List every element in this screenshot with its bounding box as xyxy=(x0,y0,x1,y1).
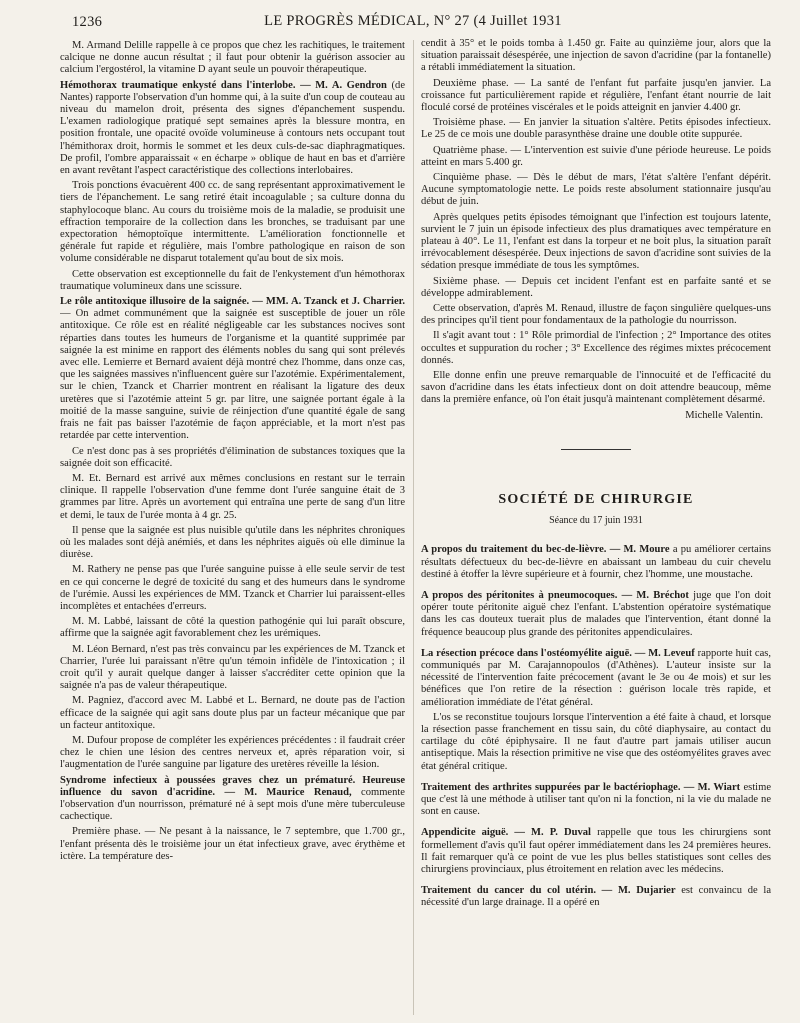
article-text: — On admet communément que la saignée est susceptible de jouer un rôle antitoxique. Ce rôle est en réalité négligeable car les substances nocives sont réparties dans toutes les humeurs de l'organisme et la quantité supprimée par saignée la est minime en rapport des éléments nobles du sang qui sont prélevés avec elle. Lemierre et Bernard avaient déjà montré chez l'homme, dans onze cas, que les saignées massives n'influencent guère sur l'azotémie. Expérimentalement, sur le chien, Tzanck et Charrier montrent en réalisant la ligature des deux uretères que si l'azotémie atteint 5 gr. par litre, une saignée portant égale à la moitié de la masse sanguine, suivie de réinjection d'une quantité égale de sang frais ne fait pas baisser l'azotémie de façon appréciable, et la mort n'est pas retardée par cette intervention. xyxy=(60,308,405,442)
article-heading: Syndrome infectieux à poussées graves chez un prématuré. Heureuse influence du savon d'acridine. — M. Maurice Renaud, xyxy=(60,774,405,798)
article-heading: A propos des péritonites à pneumocoques. — M. Bréchot xyxy=(421,589,689,601)
paragraph: M. Rathery ne pense pas que l'urée sanguine puisse à elle seule servir de test en ce qui concerne le degré de toxicité du sang et des humeurs dans le syndrome de l'urémie. Aussi les expériences de MM. Tzanck et Charrier lui paraissent-elles incomplètes et entachées d'erreurs. xyxy=(60,564,405,612)
right-column xyxy=(421,38,771,1018)
article-heading: Appendicite aiguë. — M. P. Duval xyxy=(421,827,591,839)
article-heading: Le rôle antitoxique illusoire de la saignée. — MM. A. Tzanck et J. Charrier. xyxy=(60,296,405,308)
paragraph: M. Et. Bernard est arrivé aux mêmes conclusions en restant sur le terrain clinique. Il rappelle l'observation d'une femme dont l'urée sanguine était de 3 grammes par litre. Après un avortement qui entraîna une perte de sang d'un litre et demi, le taux de l'urée monta à 4 gr. 25. xyxy=(60,472,405,521)
article-bec-de-lievre xyxy=(421,544,771,581)
paragraph: Il pense que la saignée est plus nuisible qu'utile dans les néphrites chroniques où les malades sont déjà anémiés, et dans les néphrites aiguës où elle diminue la diurèse. xyxy=(60,524,405,561)
paragraph: M. Dufour propose de compléter les expériences précédentes : il faudrait créer chez le chien une lésion des centres nerveux et, après réparation voir, si l'augmentation de l'urée sanguine par ligature des uretères réveille la lésion. xyxy=(60,734,405,771)
article-heading: A propos du traitement du bec-de-lièvre. — M. Moure xyxy=(421,544,670,556)
running-header xyxy=(58,8,768,30)
paragraph: Première phase. — Ne pesant à la naissance, le 7 septembre, que 1.700 gr., l'enfant présenta dès le troisième jour un état infectieux grave, avec érythème et ictère. La température des- xyxy=(60,826,405,862)
paragraph: Ce n'est donc pas à ses propriétés d'élimination de substances toxiques que la saignée doit son efficacité. xyxy=(60,445,405,469)
paragraph: Sixième phase. — Depuis cet incident l'enfant est en parfaite santé et se développe admirablement. xyxy=(421,275,771,299)
paragraph: cendit à 35° et le poids tomba à 1.450 gr. Faite au quinzième jour, alors que la situation paraissait désespérée, une injection de savon d'acridine (par la fontanelle) a rétabli immédiatement la situation. xyxy=(421,38,771,74)
paragraph: Elle donne enfin une preuve remarquable de l'innocuité et de l'efficacité du savon d'acridine dans les états infectieux dont on doit attendre beaucoup, même dans la première enfance, où l'on était jusqu'à maintenant complètement désarmé. xyxy=(421,370,771,406)
article-text: (de Nantes) rapporte l'observation d'un homme qui, à la suite d'un coup de couteau au niveau du mamelon droit, présenta des signes d'épanchement suspendu. L'examen radiologique pratiqué sept semaines après la blessure montra, en position frontale, une opacité ovoïde volumineuse à contours nets occupant tout l'hémithorax droit, hormis le sommet et les deux culs-de-sac diaphragmatiques. De profil, l'ombre apparaissait « en écharpe » oblique de haut en bas et d'arrière en avant revêtant l'aspect caractéristique des collections interlobaires. xyxy=(60,79,405,177)
article-cancer-col xyxy=(421,885,771,909)
paragraph: Troisième phase. — En janvier la situation s'altère. Petits épisodes infectieux. Le 25 de ce mois une double parasynthèse draine une double otite suppurée. xyxy=(421,117,771,141)
paragraph: Après quelques petits épisodes témoignant que l'infection est toujours latente, survient le 7 juin un épisode infectieux des plus dramatiques avec température en plateau à 40°. Le 11, l'enfant est dans la torpeur et ne boit plus, la situation paraît irrévocablement désespérée. Deux injections de savon d'acridine sont suivies de la sédation presque immédiate de tous les symptômes. xyxy=(421,211,771,272)
author-signature: Michelle Valentin. xyxy=(685,409,763,421)
paragraph: Cinquième phase. — Dès le début de mars, l'état s'altère l'enfant dépérit. Aucune symptomatologie nette. Le poids reste absolument stationnaire jusqu'au début de juin. xyxy=(421,172,771,208)
article-saignee xyxy=(60,296,405,442)
article-heading: La résection précoce dans l'ostéomyélite aiguë. — M. Leveuf xyxy=(421,647,695,659)
article-text: juge que l'on doit opérer toute péritonite aiguë chez l'enfant. L'abstention opératoire systématique dans les cas douteux tuerait plus de malades que l'intervention, étant donné la fréquence beaucoup plus grande des péritonites appendiculaires. xyxy=(421,589,771,638)
article-appendicite xyxy=(421,827,771,876)
article-heading: Traitement du cancer du col utérin. — M. Dujarier xyxy=(421,885,676,897)
article-text: rapporte huit cas, communiqués par M. Carajannopoulos (d'Athènes). L'auteur insiste sur la nécessité de l'intervention faite précocement (avant le 3e ou 4e mois) et sur les bénéfices que l'on retire de la résection : guérison locale très rapide, et amélioration immédiate de l'état général. xyxy=(421,647,771,708)
article-osteomyelite xyxy=(421,648,771,709)
paragraph: M. Léon Bernard, n'est pas très convaincu par les expériences de M. Tzanck et Charrier, l'urée lui paraissant n'être qu'un témoin infidèle de l'intoxication ; il croit qu'il y aurait quelque danger à laisser s'accréditer cette opinion que la saignée n'a pas de valeur thérapeutique. xyxy=(60,643,405,692)
article-syndrome xyxy=(60,775,405,824)
article-peritonites xyxy=(421,590,771,639)
paragraph: Trois ponctions évacuèrent 400 cc. de sang représentant approximativement le tiers de l'épanchement. Le sang retiré était incoagulable ; sa culture donna du staphylocoque blanc. Au cours du troisième mois de la maladie, se produisit une effraction temporaire de la collection dans les bronches, se traduisant par une expectoration hémoptoïque intermittente. L'amélioration fonctionnelle et générale fut rapide et régulière, mais l'ombre pathologique en raison de son volume considérable ne disparut totalement qu'au bout de six mois. xyxy=(60,180,405,265)
article-hemothorax xyxy=(60,80,405,178)
article-text: a pu améliorer certains résultats défectueux du bec-de-lièvre en abaissant un lambeau du cuir chevelu destiné à étoffer la lèvre supérieure et à fournir, chez l'homme, une moustache. xyxy=(421,544,771,580)
article-text: rappelle que tous les chirurgiens sont formellement d'avis qu'il faut opérer immédiatement dans les 24 premières heures. Il fait remarquer qu'à ce point de vue les plus belles statistiques sont celles des chirurgiens provinciaux, plus étroitement en relation avec les médecins. xyxy=(421,827,771,875)
column-divider xyxy=(413,40,414,1015)
article-arthrites xyxy=(421,782,771,819)
paragraph: Quatrième phase. — L'intervention est suivie d'une période heureuse. Le poids atteint en mars 5.400 gr. xyxy=(421,144,771,168)
paragraph: M. M. Labbé, laissant de côté la question pathogénie qui lui paraît obscure, affirme que la saignée agit favorablement chez les urémiques. xyxy=(60,616,405,640)
section-rule xyxy=(561,449,631,450)
article-heading: Hémothorax traumatique enkysté dans l'interlobe. — M. A. Gendron xyxy=(60,79,387,91)
article-text: commente l'observation d'un nourrisson, prématuré né à sept mois d'une mère tuberculeuse cachectique. xyxy=(60,786,405,823)
article-text: est convaincu de la nécessité d'un large drainage. Il a opéré en xyxy=(421,885,771,909)
page-number: 1236 xyxy=(72,14,103,30)
session-date: Séance du 17 juin 1931 xyxy=(549,515,643,527)
paragraph: L'os se reconstitue toujours lorsque l'intervention a été faite à chaud, et lorsque la résection passe franchement en tissu sain, du côté diaphysaire, au contact du cartilage du côté épiphysaire. Il ne faut d'autre part jamais utiliser aucun antiseptique. Mais la résection primitive ne vise que des ostéomyélites graves avec état général critique. xyxy=(421,711,771,772)
paragraph: Il s'agit avant tout : 1° Rôle primordial de l'infection ; 2° Importance des otites occultes et suppuration du rocher ; 3° Excellence des régimes mixtes précocement donnés. xyxy=(421,330,771,366)
article-text: estime que c'est là une méthode à utiliser tant qu'on ni la fonction, ni la vie du malade ne sont en cause. xyxy=(421,781,771,818)
left-column xyxy=(60,40,405,1020)
article-heading: Traitement des arthrites suppurées par le bactériophage. — M. Wiart xyxy=(421,781,741,793)
paragraph: Cette observation, d'après M. Renaud, illustre de façon singulière quelques-uns des principes qu'il tient pour fondamentaux de la pathologie du nourrisson. xyxy=(421,303,771,327)
paragraph: M. Armand Delille rappelle à ce propos que chez les rachitiques, le traitement calcique ne donne aucun résultat ; il faut pour obtenir la guérison associer au calcium l'ergostérol, la vitamine D ayant seule un pouvoir thérapeutique. xyxy=(60,40,405,76)
paragraph: Cette observation est exceptionnelle du fait de l'enkystement d'un hémothorax traumatique volumineux dans une scissure. xyxy=(60,268,405,292)
paragraph: Deuxième phase. — La santé de l'enfant fut parfaite jusqu'en janvier. La croissance fut particulièrement rapide et régulière, l'enfant étant nourrie de lait floculé corsé de protéines viscérales et le poids atteignit en janvier 4.400 gr. xyxy=(421,77,771,114)
paragraph: M. Pagniez, d'accord avec M. Labbé et L. Bernard, ne doute pas de l'action efficace de la saignée qui agit sans doute plus par un facteur mécanique que par un facteur antitoxique. xyxy=(60,695,405,731)
section-title: SOCIÉTÉ DE CHIRURGIE xyxy=(498,491,694,507)
journal-title: LE PROGRÈS MÉDICAL, N° 27 (4 Juillet 1931 xyxy=(264,13,562,29)
